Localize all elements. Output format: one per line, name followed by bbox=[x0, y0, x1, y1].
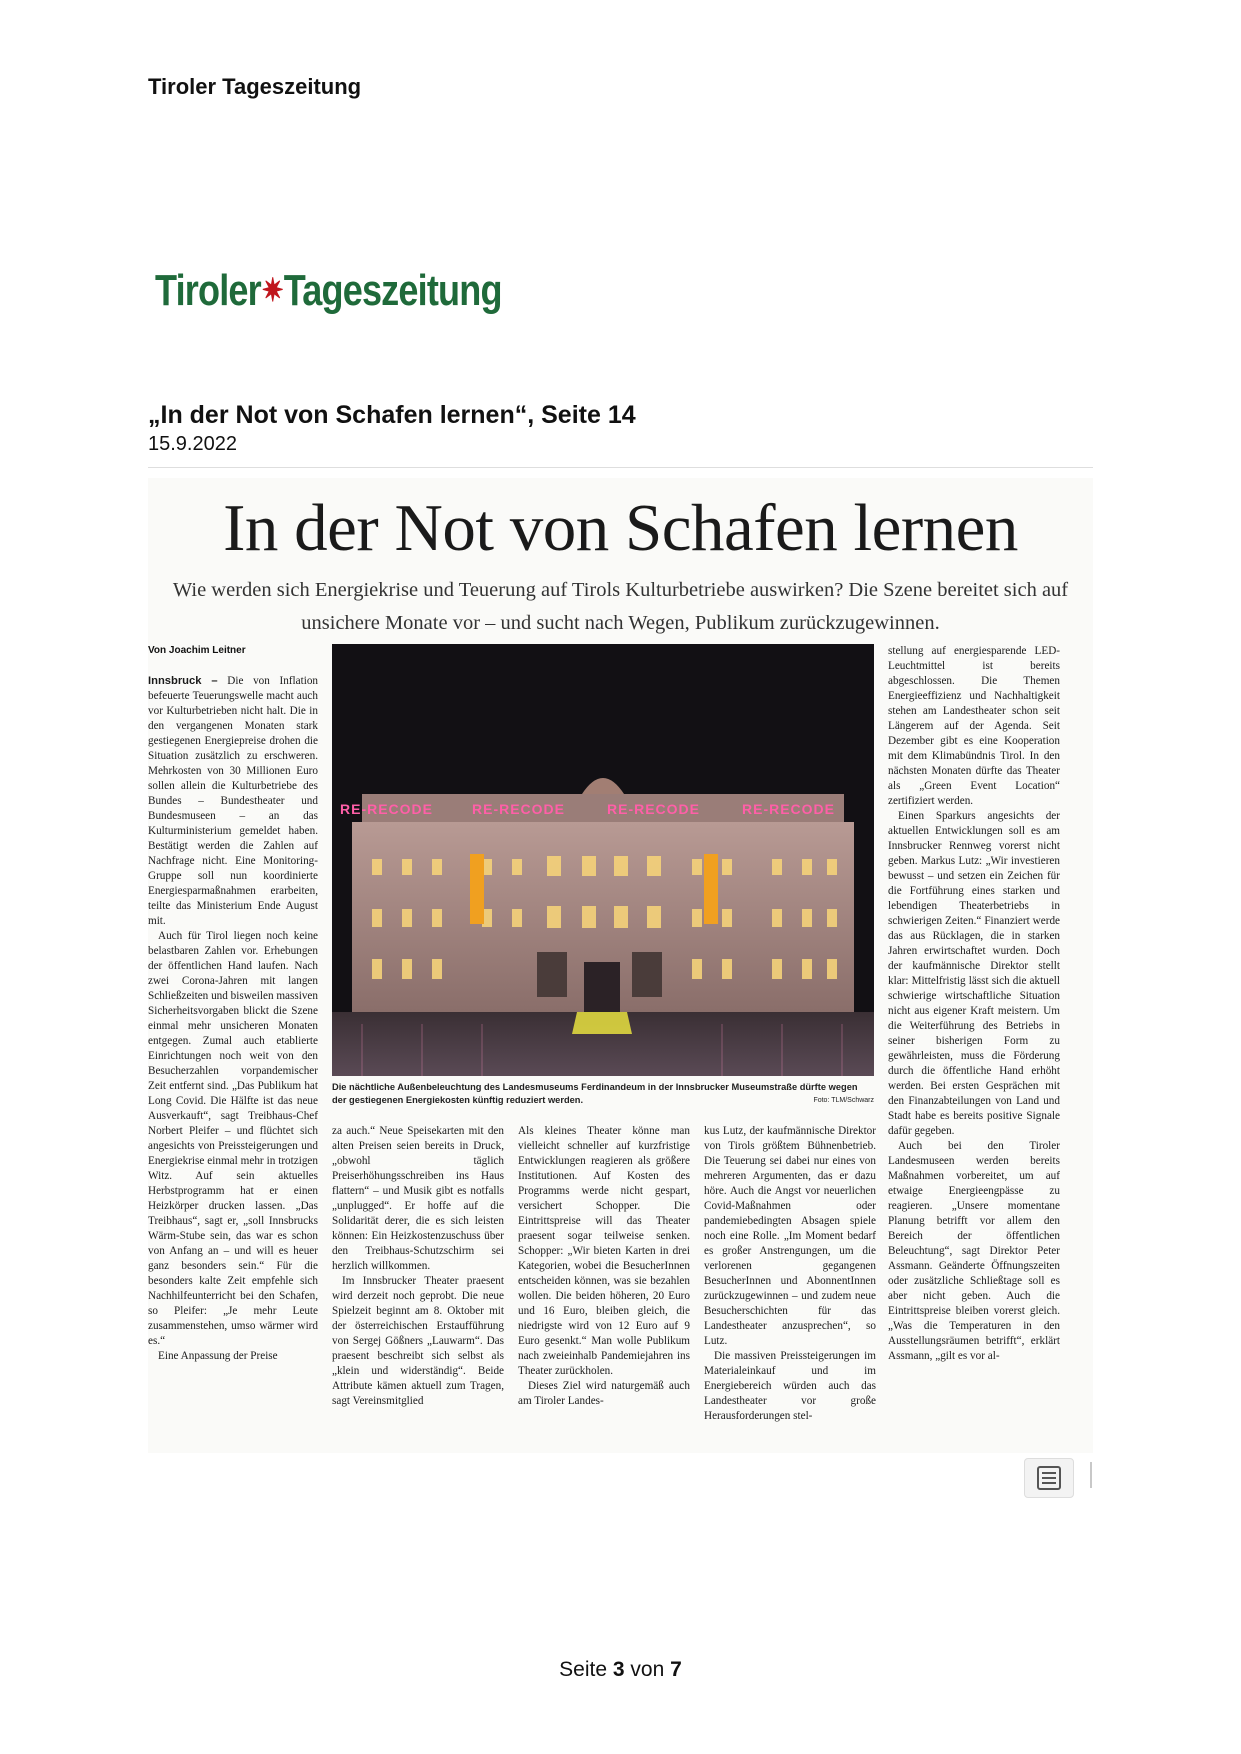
footer-prefix: Seite bbox=[559, 1658, 608, 1681]
page-footer bbox=[0, 1658, 1241, 1682]
logo-text-right: Tageszeitung bbox=[283, 266, 502, 315]
photo-caption bbox=[332, 1081, 874, 1107]
paragraph: Als kleines Theater könne man vielleicht schneller auf kurzfristige Entwicklungen reagieren als größere Institutionen. Auf Kosten des Programms werde nicht gespart, versichert Schopper. Die Eintrittspreise will das Theater praesent sogar teilweise senken. Schopper: „Wir bieten Karten in drei Kategorien, wobei die BesucherInnen entscheiden können, was sie bezahlen wollen. Die beiden höheren, 20 Euro und 16 Euro, bleiben gleich, die niedrigste wird von 12 Euro auf 9 Euro gesenkt.“ Man wolle Publikum nach zweieinhalb Pandemiejahren ins Theater zurückholen. bbox=[518, 1125, 690, 1377]
paragraph: Auch für Tirol liegen noch keine belastbaren Zahlen vor. Erhebungen der öffentlichen Hand laufen. Nach zwei Corona-Jahren mit langen Schließzeiten und bisweilen massiven Sicherheitsvorgaben blickt die Szene einmal mehr unsicheren Monaten entgegen. Zumal auch etablierte Einrichtungen noch weit von den Besucherzahlen vorpandemischer Zeit entfernt sind. „Das Publikum hat Long Covid. Die Hälfte ist das neue Ausverkauft“, sagt Treibhaus-Chef Norbert Pleifer – und flüchtet sich angesichts von Preissteigerungen und Energiekrise einmal mehr in trotzigen Witz. Auf sein aktuelles Herbstprogramm hat er einen Heizkörper drucken lassen. „Das Treibhaus“, sagt er, „soll Innsbrucks Wärm-Stube sein, das war es schon von Anfang an – und will es heuer ganz besonders sein.“ Für die besonders kalte Zeit empfehle sich Nachhilfeunterricht bei den Schafen, so Pleifer: „Je mehr Leute zusammenstehen, umso wärmer wird es.“ bbox=[148, 930, 318, 1347]
eagle-icon: ✷ bbox=[261, 272, 283, 308]
paragraph: za auch.“ Neue Speisekarten mit den alten Preisen seien bereits in Druck, „obwohl täglich Preiserhöhungsschreiben ins Haus flattern“ – und Musik gibt es notfalls „unplugged“. Er hoffe auf die Solidarität derer, die es sich leisten können: Ein Heizkostenzuschuss über den Treibhaus-Schutzschirm sei herzlich willkommen. bbox=[332, 1125, 504, 1272]
document-title: „In der Not von Schafen lernen“, Seite 14 bbox=[148, 401, 636, 429]
neon-sign-text: RE-RECODE bbox=[340, 801, 434, 817]
article-byline: Von Joachim Leitner bbox=[148, 645, 246, 656]
paragraph: Die von Inflation befeuerte Teuerungswelle macht auch vor Kulturbetrieben nicht halt. Die in den vergangenen Monaten stark gestiegenen Energiepreise drohen die Situation zusätzlich zu erschweren. Mehrkosten von 30 Millionen Euro sollen allein die Kulturbetriebe des Bundes – Bundestheater und Bundesmuseen – an das Kulturministerium gemeldet haben. Bestätigt werden die Zahlen auf Nachfrage nicht. Eine Monitoring-Gruppe soll nun koordinierte Energiesparmaßnahmen erarbeiten, teilte das Ministerium Ende August mit. bbox=[148, 675, 318, 927]
museum-photo-illustration bbox=[332, 644, 874, 1076]
paragraph: kus Lutz, der kaufmännische Direktor von Tirols größtem Bühnenbetrieb. Die Teuerung sei dabei nur eines von mehreren Argumenten, das er dazu höre. Auch die Angst vor neuerlichen Covid-Maßnahmen oder pandemiebedingten Absagen spiele noch eine Rolle. „Im Moment bedarf es großer Anstrengungen, um die verlorenen gegangenen BesucherInnen und AbonnentInnen zurückzugewinnen – und zudem neue Besucherschichten für das Landestheater anzusprechen“, so Lutz. bbox=[704, 1125, 876, 1347]
document-date: 15.9.2022 bbox=[148, 433, 237, 455]
footer-current-page: 3 bbox=[612, 1658, 625, 1681]
article-column-1 bbox=[148, 674, 318, 1449]
neon-sign-text: RE-RECODE bbox=[742, 801, 836, 817]
divider bbox=[148, 467, 1093, 468]
neon-sign-text: RE-RECODE bbox=[607, 801, 701, 817]
scroll-indicator bbox=[1090, 1462, 1092, 1488]
paragraph: Auch bei den Tiroler Landesmuseen werden bereits Maßnahmen vorbereitet, um auf etwaige Energieengpässe zu reagieren. „Unsere momentane Planung betrifft vor allem den Bereich der öffentlichen Beleuchtung“, sagt Direktor Peter Assmann. Geänderte Öffnungszeiten oder zusätzliche Schließtage soll es aber nicht geben. Auch die Eintrittspreise bleiben vorerst gleich. „Was die Temperaturen in den Ausstellungsräumen betrifft“, erklärt Assmann, „gilt es vor al- bbox=[888, 1140, 1060, 1362]
article-column-4 bbox=[704, 1124, 876, 1449]
newspaper-logo bbox=[155, 266, 502, 316]
footer-middle: von bbox=[630, 1658, 665, 1681]
photo-credit: Foto: TLM/Schwarz bbox=[813, 1097, 874, 1104]
caption-text: Die nächtliche Außenbeleuchtung des Landesmuseums Ferdinandeum in der Innsbrucker Museumstraße dürfte wegen der gestiegenen Energiekosten künftig reduziert werden. bbox=[332, 1082, 858, 1105]
article-subhead: Wie werden sich Energiekrise und Teuerung auf Tirols Kulturbetriebe auswirken? Die Szene bereitet sich auf unsichere Monate vor – und sucht nach Wegen, Publikum zurückzugewinnen. bbox=[172, 579, 1069, 634]
footer-total-pages: 7 bbox=[670, 1658, 682, 1681]
publication-header: Tiroler Tageszeitung bbox=[148, 74, 362, 99]
paragraph: Eine Anpassung der Preise bbox=[158, 1350, 278, 1362]
paragraph: Im Innsbrucker Theater praesent wird derzeit noch geprobt. Die neue Spielzeit beginnt am 8. Oktober mit der österreichischen Erstaufführung von Sergej Gößners „Lauwarm“. Das praesent beschreibt sich selbst als „klein und widerständig“. Beide Attribute kämen aktuell zum Tragen, sagt Vereinsmitglied bbox=[332, 1275, 504, 1407]
article-headline: In der Not von Schafen lernen bbox=[223, 491, 1018, 565]
article-column-3 bbox=[518, 1124, 690, 1449]
newspaper-clipping bbox=[148, 478, 1093, 1453]
page-list-icon[interactable] bbox=[1024, 1458, 1074, 1498]
page-list-icon-glyph bbox=[1036, 1466, 1062, 1490]
dateline: Innsbruck – bbox=[148, 675, 218, 687]
article-column-5 bbox=[888, 644, 1060, 1449]
logo-text-left: Tiroler bbox=[155, 266, 261, 315]
article-column-2 bbox=[332, 1124, 504, 1449]
neon-sign-text: RE-RECODE bbox=[472, 801, 566, 817]
paragraph: Einen Sparkurs angesichts der aktuellen Entwicklungen soll es am Innsbrucker Rennweg vorerst nicht geben. Markus Lutz: „Wir investieren bewusst – und setzen ein Zeichen für die Fortführung eines starken und lebendigen Theaterbetriebs in schwierigen Zeiten.“ Finanziert werde das aus Rücklagen, die in starken Jahren erwirtschaftet wurden. Doch der kaufmännische Direktor stellt klar: Mittelfristig lässt sich die aktuell schwierige wirtschaftliche Situation nicht aus eigener Kraft meistern. Um die Weiterführung des Betriebs in seiner bisherigen Form zu gewährleisten, muss die Förderung durch die öffentliche Hand erhöht werden. Bei ersten Gesprächen mit den Finanzabteilungen von Land und Stadt habe es bereits positive Signale dafür gegeben. bbox=[888, 810, 1060, 1137]
article-photo bbox=[332, 644, 874, 1076]
paragraph: Die massiven Preissteigerungen im Materialeinkauf und im Energiebereich würden auch das Landestheater vor große Herausforderungen stel- bbox=[704, 1350, 876, 1422]
paragraph: Dieses Ziel wird naturgemäß auch am Tiroler Landes- bbox=[518, 1380, 690, 1407]
paragraph: stellung auf energiesparende LED-Leuchtmittel ist bereits abgeschlossen. Die Themen Energieeffizienz und Nachhaltigkeit stehen am Landestheater schon seit Längerem auf der Agenda. Seit Dezember gibt es eine Kooperation mit dem Klimabündnis Tirol. In den nächsten Monaten dürfte das Theater als „Green Event Location“ zertifiziert werden. bbox=[888, 645, 1060, 807]
